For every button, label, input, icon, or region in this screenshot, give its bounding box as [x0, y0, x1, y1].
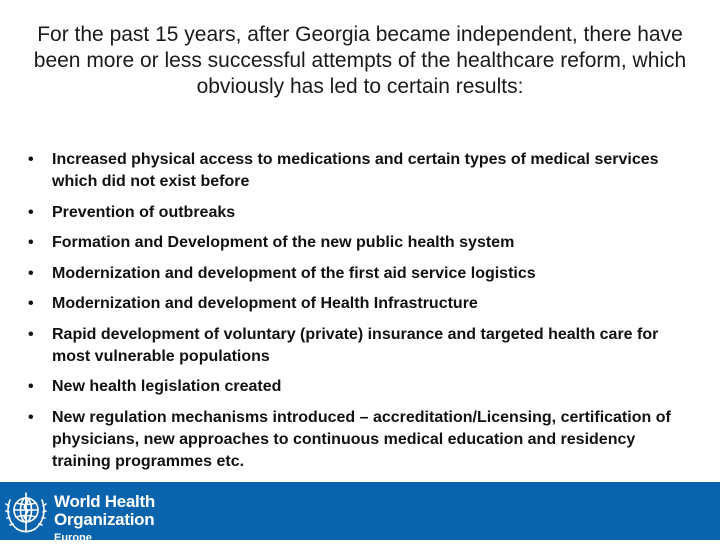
org-region: Europe — [54, 532, 92, 544]
bullet-icon: • — [28, 203, 34, 221]
bullet-item — [28, 407, 688, 473]
bullet-item — [28, 376, 688, 398]
bullet-icon: • — [28, 264, 34, 282]
bullet-item — [28, 149, 688, 193]
slide-title: For the past 15 years, after Georgia became independent, there have been more or less successful attempts of the healthcare reform, which obviously has led to certain results: — [33, 23, 687, 98]
bullet-icon: • — [28, 325, 34, 343]
bullet-icon: • — [28, 378, 34, 395]
bullet-icon: • — [28, 295, 34, 312]
org-name-line1: World Health — [54, 492, 155, 511]
bullet-text: New health legislation created — [52, 378, 282, 395]
bullet-item — [28, 202, 688, 224]
bullet-item — [28, 324, 688, 368]
bullet-text: Modernization and development of Health Infrastructure — [52, 295, 478, 312]
bullet-icon: • — [28, 234, 34, 251]
bullet-text: Rapid development of voluntary (private) insurance and targeted health care for most vulnerable populations — [52, 325, 659, 365]
bullet-text: Increased physical access to medications and certain types of medical services which did not exist before — [52, 151, 659, 190]
who-wordmark — [54, 493, 155, 529]
bullet-text: Prevention of outbreaks — [52, 203, 236, 221]
who-emblem-icon — [4, 488, 48, 536]
bullet-item — [28, 293, 688, 315]
bullet-item — [28, 232, 688, 254]
bullet-list — [28, 149, 688, 481]
bullet-icon: • — [28, 408, 34, 426]
bullet-text: Modernization and development of the first aid service logistics — [52, 264, 536, 282]
org-name-line2: Organization — [54, 510, 155, 529]
bullet-item — [28, 263, 688, 285]
bullet-text: New regulation mechanisms introduced – accreditation/Licensing, certification of physicians, new approaches to continuous medical education and residency training programmes etc. — [52, 408, 671, 470]
bullet-text: Formation and Development of the new public health system — [52, 234, 515, 251]
bullet-icon: • — [28, 151, 34, 168]
